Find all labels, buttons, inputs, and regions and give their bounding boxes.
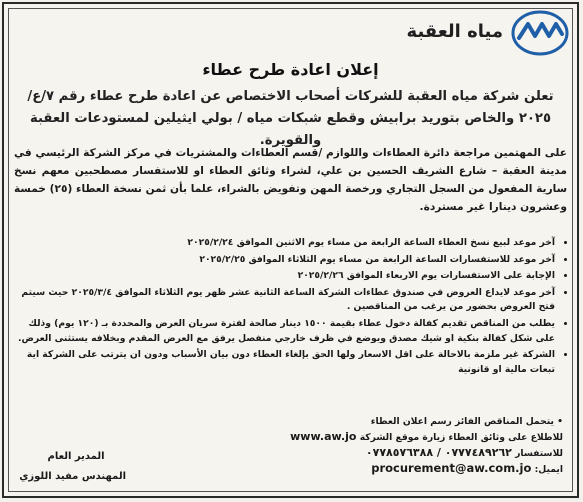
list-item: • آخر موعد لايداع العروض في صندوق عطاءات الشركة الساعة الثانية عشر ظهر يوم الثلاثاء الموافق ٢٠٢٥/٣/٤ حيث سيتم فتح العروض بحضور من يرغب من المناقصين .	[14, 286, 555, 315]
phone-line	[113, 445, 563, 461]
website-line	[113, 429, 563, 445]
terms-list	[14, 236, 567, 379]
website-link[interactable]: www.aw.jo	[290, 430, 357, 443]
phone-label: للاستفسار	[515, 448, 563, 459]
instructions-paragraph: على المهتمين مراجعة دائرة العطاءات واللوازم /قسم العطاءات والمشتريات في مركز الشركة الرئيسي في مدينة العقبة – شارع الشريف الحسين بن علي، لشراء وثائق العطاء او للاستفسار مصطحبين معهم نسخ سارية المفعول من السجل التجاري ورخصة المهن وتفويض بالشراء، علما بأن ثمن نسخة العطاء (٢٥) خمسة وعشرون دينارا غير مستردة.	[14, 147, 567, 213]
signatory-name: المهندس مفيد اللوزي	[19, 471, 126, 482]
company-name: مياه العقبة	[406, 21, 503, 42]
contact-block	[113, 414, 563, 477]
email-label: ايميل	[538, 464, 563, 475]
email-link[interactable]: procurement@aw.com.jo	[371, 461, 532, 475]
announcement-title: إعلان اعادة طرح عطاء	[202, 60, 379, 79]
list-item: • الشركة غير ملزمة بالاحالة على اقل الاسعار ولها الحق بإلغاء العطاء دون بيان الأسباب ودون ان يترتب على الشركة اية تبعات مالية او قانونية	[14, 348, 555, 377]
signature-block	[19, 447, 126, 487]
advertisement-frame	[2, 2, 579, 498]
signatory-role: المدير العام	[47, 451, 105, 462]
website-label: للاطلاع على وثائق العطاء زيارة موقع الشركة	[359, 432, 563, 443]
list-item: • آخر موعد لبيع نسخ العطاء الساعة الرابعة من مساء يوم الاثنين الموافق ٢٠٢٥/٢/٢٤	[14, 236, 555, 251]
lead-paragraph: تعلن شركة مياه العقبة للشركات أصحاب الاختصاص عن اعادة طرح عطاء رقم ٧/ع/٢٠٢٥ والخاص بتوريد برابيش وقطع شبكات مياه / بولي ايثيلين لمستودعات العقبة والقويرة.	[27, 89, 554, 148]
list-item: • يطلب من المناقص تقديم كفالة دخول عطاء بقيمة ١٥٠٠ دينار صالحة لفترة سريان العرض والمحددة بـ (١٢٠ يوم) وذلك على شكل كفالة بنكية او شيك مصدق ويوضع في ظرف خارجي منفصل يرفق مع العرض المقدم وبخلافه يستثنى العرض.	[14, 317, 555, 346]
fee-note: • يتحمل المناقص الفائز رسم اعلان العطاء	[370, 416, 563, 427]
email-line: ايميل: procurement@aw.com.jo	[371, 461, 563, 475]
aqaba-water-waves-logo-icon	[511, 10, 569, 56]
phone-numbers: ٠٧٧٧٤٨٩٢٦٢ / ٠٧٧٨٥٧٦٣٨٨	[365, 446, 512, 459]
company-logo	[379, 10, 569, 58]
list-item: • آخر موعد للاستفسارات الساعة الرابعة من مساء يوم الثلاثاء الموافق ٢٠٢٥/٢/٢٥	[14, 253, 555, 268]
list-item: • الإجابة على الاستفسارات يوم الاربعاء الموافق ٢٠٢٥/٢/٢٦	[14, 269, 555, 284]
